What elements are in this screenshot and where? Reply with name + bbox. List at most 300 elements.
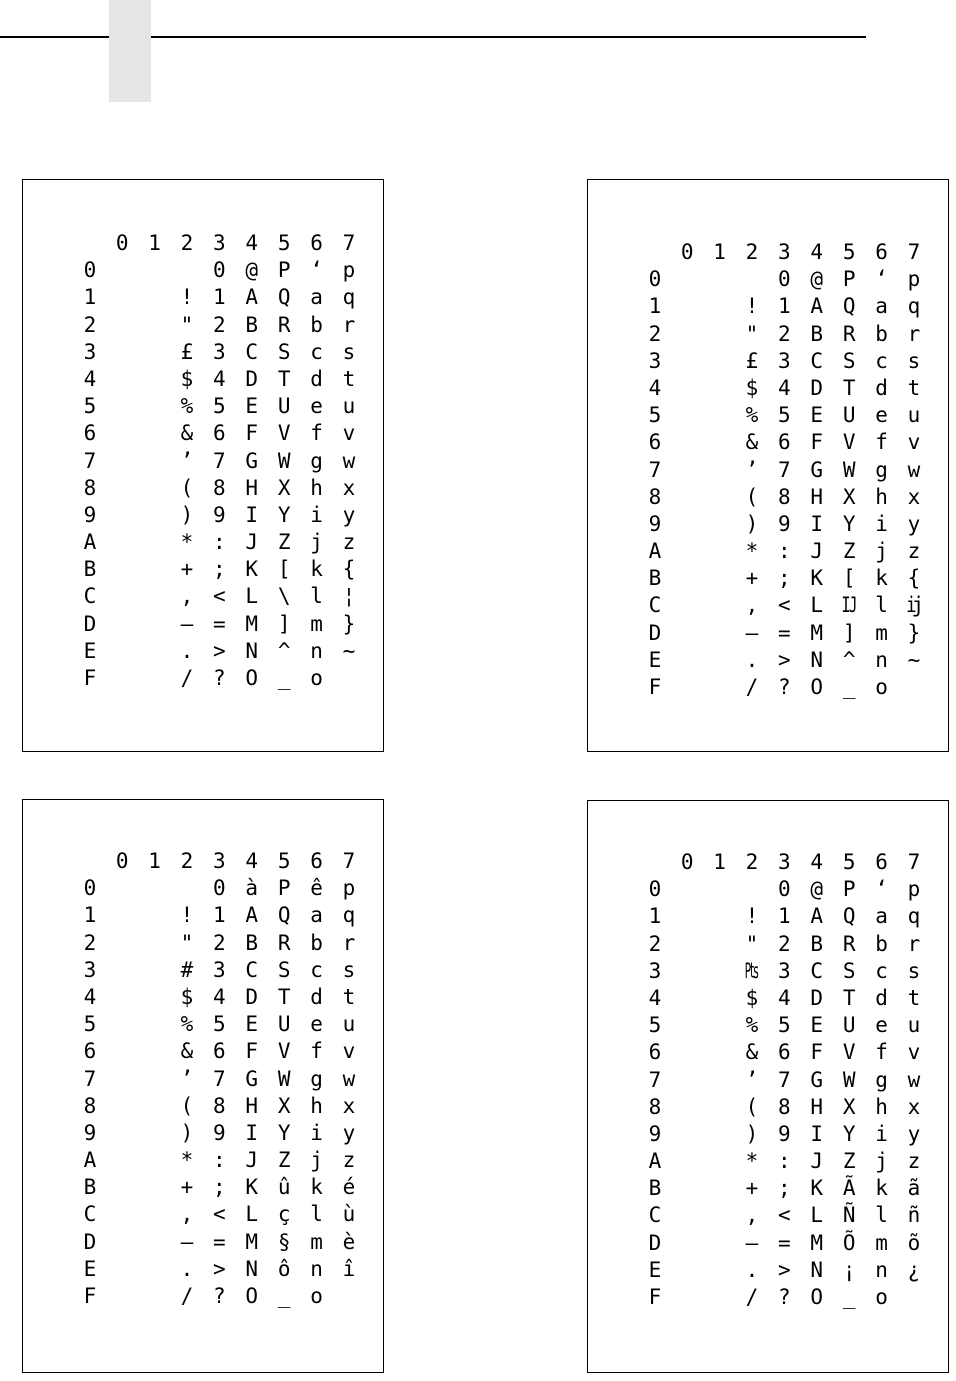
char-cell: J — [810, 539, 824, 564]
char-cell: c — [875, 348, 888, 373]
char-cell — [703, 484, 735, 511]
char-cell: Ã — [842, 1176, 856, 1201]
char-cell: q — [342, 285, 356, 310]
row-label: 1 — [83, 285, 97, 310]
char-cell: T — [277, 366, 291, 391]
row-label: 5 — [83, 1012, 97, 1037]
column-header: 1 — [713, 850, 726, 874]
row-label: 5 — [648, 403, 662, 428]
char-cell: 0 — [778, 267, 791, 292]
row-label: 2 — [83, 312, 97, 337]
char-cell: w — [907, 1067, 921, 1092]
char-cell: 6 — [778, 430, 791, 455]
char-cell: & — [180, 421, 194, 446]
char-cell — [671, 1012, 703, 1039]
char-cell — [671, 1284, 703, 1311]
char-cell — [138, 1066, 170, 1093]
char-cell: I — [810, 1121, 824, 1146]
char-cell: V — [842, 1040, 856, 1065]
char-cell — [138, 529, 170, 556]
char-cell: ? — [778, 1285, 791, 1309]
char-cell: 7 — [778, 1067, 791, 1092]
char-cell: V — [277, 421, 291, 446]
char-cell: % — [745, 403, 759, 428]
column-header: 2 — [745, 240, 759, 264]
char-cell: V — [842, 430, 856, 455]
char-cell: $ — [180, 366, 194, 391]
char-cell: % — [745, 1013, 759, 1038]
char-cell: y — [907, 511, 921, 536]
char-cell: . — [180, 638, 194, 663]
char-cell: E — [245, 1012, 259, 1037]
char-cell: a — [310, 903, 323, 928]
row-label: A — [83, 530, 97, 555]
char-cell: c — [875, 958, 888, 983]
char-cell: W — [277, 1066, 291, 1091]
char-cell: g — [875, 457, 888, 482]
char-cell — [671, 565, 703, 592]
char-cell: 1 — [213, 903, 226, 928]
char-cell: q — [907, 294, 921, 319]
char-cell: i — [875, 1121, 888, 1146]
char-cell: J — [245, 530, 259, 555]
row-label: F — [648, 1285, 662, 1309]
char-cell: A — [810, 904, 824, 929]
char-cell: 9 — [778, 1121, 791, 1146]
char-cell: N — [810, 647, 824, 672]
char-cell: ) — [180, 502, 194, 527]
char-cell — [703, 1039, 735, 1066]
char-cell: p — [907, 267, 921, 292]
row-label: 8 — [83, 475, 97, 500]
char-cell: E — [245, 394, 259, 419]
row-label: E — [83, 1256, 97, 1281]
char-cell: 9 — [213, 502, 226, 527]
char-cell: / — [745, 675, 759, 699]
row-label: 8 — [648, 484, 662, 509]
char-cell: T — [842, 985, 856, 1010]
column-header: 6 — [310, 849, 323, 873]
char-cell: 9 — [213, 1120, 226, 1145]
char-cell: ? — [213, 1284, 226, 1308]
char-cell: ĳ — [907, 593, 921, 618]
char-cell — [671, 1202, 703, 1229]
char-cell: Z — [842, 1149, 856, 1174]
char-cell: _ — [277, 1284, 291, 1308]
char-cell: f — [875, 1040, 888, 1065]
char-cell: I — [245, 1120, 259, 1145]
char-cell: 3 — [213, 339, 226, 364]
char-cell: T — [842, 375, 856, 400]
char-cell: W — [277, 448, 291, 473]
char-cell — [106, 556, 138, 583]
char-cell: W — [842, 1067, 856, 1092]
char-cell — [138, 420, 170, 447]
column-header: 1 — [148, 849, 161, 873]
char-cell: O — [810, 1285, 824, 1309]
column-header: 4 — [245, 231, 259, 255]
row-label: B — [648, 1176, 662, 1201]
char-cell: b — [310, 312, 323, 337]
char-cell: f — [310, 1039, 323, 1064]
char-cell: 8 — [778, 484, 791, 509]
char-cell: ? — [778, 675, 791, 699]
row-label: 3 — [83, 339, 97, 364]
char-cell — [106, 611, 138, 638]
char-cell: P — [277, 876, 291, 901]
char-cell — [138, 393, 170, 420]
char-cell: ’ — [745, 1067, 759, 1092]
char-cell: o — [310, 666, 323, 690]
char-cell: l — [310, 584, 323, 609]
char-cell: : — [778, 539, 791, 564]
char-cell: ! — [180, 903, 194, 928]
char-cell: x — [907, 1094, 921, 1119]
char-cell: X — [277, 1093, 291, 1118]
row-label: D — [83, 611, 97, 636]
char-cell: R — [277, 930, 291, 955]
char-cell: 1 — [778, 904, 791, 929]
char-cell: D — [810, 985, 824, 1010]
char-cell: b — [310, 930, 323, 955]
char-cell: w — [342, 1066, 356, 1091]
char-cell: à — [245, 876, 259, 901]
char-cell: & — [745, 430, 759, 455]
char-cell: x — [342, 1093, 356, 1118]
char-cell — [703, 402, 735, 429]
char-cell: Q — [277, 903, 291, 928]
char-cell — [703, 538, 735, 565]
char-cell: m — [310, 1229, 323, 1254]
char-cell: k — [875, 566, 888, 591]
char-cell: 6 — [213, 1039, 226, 1064]
char-cell: l — [875, 1203, 888, 1228]
char-cell: m — [875, 620, 888, 645]
char-cell — [138, 556, 170, 583]
char-cell: " — [180, 930, 194, 955]
char-cell: , — [180, 1202, 194, 1227]
column-header: 6 — [310, 231, 323, 255]
char-cell — [106, 1256, 138, 1283]
char-cell — [106, 1174, 138, 1201]
char-cell — [703, 348, 735, 375]
char-cell: S — [277, 339, 291, 364]
char-cell: G — [245, 448, 259, 473]
char-cell: ’ — [180, 1066, 194, 1091]
char-cell: y — [342, 502, 356, 527]
char-cell — [106, 984, 138, 1011]
char-cell: : — [213, 530, 226, 555]
char-cell: < — [213, 584, 226, 609]
char-cell: O — [245, 1284, 259, 1308]
char-cell — [703, 620, 735, 647]
char-cell: § — [277, 1229, 291, 1254]
char-cell: ! — [180, 285, 194, 310]
char-cell — [703, 674, 735, 701]
char-cell: ¡ — [842, 1257, 856, 1282]
char-cell: d — [875, 985, 888, 1010]
char-cell: s — [907, 348, 921, 373]
column-header: 3 — [213, 231, 226, 255]
char-cell: K — [245, 1175, 259, 1200]
char-cell: < — [778, 593, 791, 618]
row-label: C — [648, 1203, 662, 1228]
char-cell: n — [875, 647, 888, 672]
char-cell: 5 — [778, 1013, 791, 1038]
row-label: 6 — [648, 430, 662, 455]
char-cell — [106, 257, 138, 284]
char-cell: D — [245, 984, 259, 1009]
char-cell: ù — [342, 1202, 356, 1227]
char-cell: e — [875, 403, 888, 428]
char-cell — [671, 647, 703, 674]
char-cell — [106, 339, 138, 366]
char-cell: O — [810, 675, 824, 699]
char-cell: x — [342, 475, 356, 500]
char-cell — [106, 930, 138, 957]
char-cell: m — [310, 611, 323, 636]
char-cell: j — [875, 1149, 888, 1174]
row-label: 1 — [648, 904, 662, 929]
row-label: 5 — [83, 394, 97, 419]
row-label: 4 — [83, 984, 97, 1009]
char-cell: [ — [277, 557, 291, 582]
char-cell: N — [245, 638, 259, 663]
char-cell: z — [907, 1149, 921, 1174]
char-cell: = — [778, 1230, 791, 1255]
char-cell: s — [907, 958, 921, 983]
char-cell: v — [342, 1039, 356, 1064]
char-cell — [703, 293, 735, 320]
char-cell: ^ — [842, 647, 856, 672]
char-cell — [671, 511, 703, 538]
char-cell: ñ — [907, 1203, 921, 1228]
char-cell: 2 — [778, 931, 791, 956]
char-cell: h — [875, 1094, 888, 1119]
row-label: 8 — [648, 1094, 662, 1119]
char-cell: V — [277, 1039, 291, 1064]
char-cell: 8 — [213, 1093, 226, 1118]
char-cell: , — [180, 584, 194, 609]
char-cell: ^ — [277, 638, 291, 663]
char-cell — [138, 902, 170, 929]
char-cell — [671, 321, 703, 348]
char-cell: a — [310, 285, 323, 310]
char-cell: s — [342, 957, 356, 982]
char-cell: Y — [277, 502, 291, 527]
char-cell: = — [213, 1229, 226, 1254]
char-cell — [138, 1256, 170, 1283]
char-cell — [138, 1093, 170, 1120]
char-cell: B — [245, 930, 259, 955]
char-cell — [106, 393, 138, 420]
char-cell: . — [745, 1257, 759, 1282]
column-header: 0 — [680, 850, 694, 874]
char-cell: ê — [310, 876, 323, 901]
char-cell — [703, 876, 735, 903]
char-cell: 4 — [778, 375, 791, 400]
char-cell: e — [310, 394, 323, 419]
row-label: 6 — [83, 1039, 97, 1064]
char-cell — [671, 538, 703, 565]
char-cell: + — [180, 557, 194, 582]
char-cell — [703, 903, 735, 930]
char-cell: . — [180, 1256, 194, 1281]
char-cell: h — [875, 484, 888, 509]
char-cell — [138, 312, 170, 339]
char-cell — [703, 1121, 735, 1148]
char-cell: r — [907, 931, 921, 956]
char-cell: X — [842, 1094, 856, 1119]
char-cell: Q — [842, 904, 856, 929]
char-cell — [703, 1012, 735, 1039]
row-label: 4 — [83, 366, 97, 391]
char-cell: 9 — [778, 511, 791, 536]
column-header: 3 — [213, 849, 226, 873]
char-cell — [106, 475, 138, 502]
char-cell: q — [342, 903, 356, 928]
char-cell: 3 — [778, 348, 791, 373]
char-cell: ; — [213, 557, 226, 582]
char-cell: Y — [842, 511, 856, 536]
char-cell: $ — [180, 984, 194, 1009]
char-cell — [671, 1230, 703, 1257]
row-label: E — [83, 638, 97, 663]
char-cell: & — [745, 1040, 759, 1065]
char-cell: r — [342, 930, 356, 955]
char-cell: B — [245, 312, 259, 337]
char-cell: 5 — [213, 394, 226, 419]
char-cell — [703, 1230, 735, 1257]
char-cell: ( — [745, 484, 759, 509]
char-cell: N — [245, 1256, 259, 1281]
char-cell: 0 — [213, 258, 226, 283]
char-cell: v — [907, 430, 921, 455]
char-cell — [106, 638, 138, 665]
char-cell: i — [310, 1120, 323, 1145]
row-label: 7 — [83, 1066, 97, 1091]
char-cell: { — [907, 566, 921, 591]
char-cell — [138, 930, 170, 957]
char-cell: L — [810, 1203, 824, 1228]
char-cell: U — [842, 403, 856, 428]
char-cell: 4 — [213, 366, 226, 391]
char-cell — [106, 957, 138, 984]
char-cell: é — [342, 1175, 356, 1200]
char-cell — [703, 1148, 735, 1175]
char-cell: q — [907, 904, 921, 929]
char-cell: W — [842, 457, 856, 482]
char-cell: + — [180, 1175, 194, 1200]
char-cell: i — [875, 511, 888, 536]
char-cell: > — [213, 1256, 226, 1281]
charset-table-2 — [587, 179, 949, 752]
char-cell — [106, 1229, 138, 1256]
char-cell — [671, 1067, 703, 1094]
column-header: 0 — [115, 231, 129, 255]
page-tab-marker — [109, 0, 151, 102]
char-cell: 6 — [213, 421, 226, 446]
column-header: 4 — [810, 850, 824, 874]
char-cell — [703, 266, 735, 293]
char-cell: U — [277, 394, 291, 419]
char-cell: P — [277, 258, 291, 283]
char-cell: — — [745, 1230, 759, 1255]
row-label: A — [648, 1149, 662, 1174]
char-cell: _ — [277, 666, 291, 690]
char-cell: 8 — [778, 1094, 791, 1119]
char-cell: p — [907, 877, 921, 902]
char-cell: k — [310, 557, 323, 582]
char-cell: c — [310, 957, 323, 982]
char-cell: o — [875, 1285, 888, 1309]
row-label: B — [83, 1175, 97, 1200]
row-label: A — [83, 1148, 97, 1173]
char-cell: { — [342, 557, 356, 582]
char-cell: — — [745, 620, 759, 645]
char-cell — [703, 457, 735, 484]
char-cell — [703, 429, 735, 456]
charset-grid — [74, 230, 365, 692]
char-cell — [671, 592, 703, 619]
char-cell: 5 — [778, 403, 791, 428]
row-label: C — [83, 1202, 97, 1227]
char-cell — [106, 583, 138, 610]
char-cell — [671, 876, 703, 903]
char-cell: B — [810, 931, 824, 956]
charset-grid — [74, 848, 365, 1310]
char-cell — [671, 1121, 703, 1148]
char-cell: I — [810, 511, 824, 536]
char-cell — [138, 257, 170, 284]
char-cell: , — [745, 593, 759, 618]
char-cell: ‘ — [875, 877, 888, 902]
row-label: D — [648, 1230, 662, 1255]
char-cell: B — [810, 321, 824, 346]
char-cell — [671, 903, 703, 930]
char-cell: ; — [778, 1176, 791, 1201]
column-header: 0 — [115, 849, 129, 873]
column-header: 5 — [842, 240, 856, 264]
char-cell — [898, 1284, 930, 1311]
char-cell: E — [810, 1013, 824, 1038]
char-cell: " — [180, 312, 194, 337]
char-cell: J — [810, 1149, 824, 1174]
char-cell — [138, 448, 170, 475]
char-cell — [106, 502, 138, 529]
char-cell: a — [875, 904, 888, 929]
char-cell — [671, 293, 703, 320]
char-cell: e — [310, 1012, 323, 1037]
char-cell — [106, 1201, 138, 1228]
row-label: A — [648, 539, 662, 564]
char-cell — [671, 985, 703, 1012]
char-cell — [671, 1257, 703, 1284]
char-cell: L — [245, 584, 259, 609]
char-cell: t — [342, 366, 356, 391]
column-header: 2 — [180, 849, 194, 873]
char-cell: R — [842, 931, 856, 956]
char-cell: ô — [277, 1256, 291, 1281]
char-cell: 1 — [213, 285, 226, 310]
charset-table-1 — [22, 179, 384, 752]
char-cell — [138, 1038, 170, 1065]
char-cell — [138, 1174, 170, 1201]
char-cell: ( — [745, 1094, 759, 1119]
char-cell: H — [245, 475, 259, 500]
char-cell: @ — [245, 258, 259, 283]
column-header: 0 — [680, 240, 694, 264]
